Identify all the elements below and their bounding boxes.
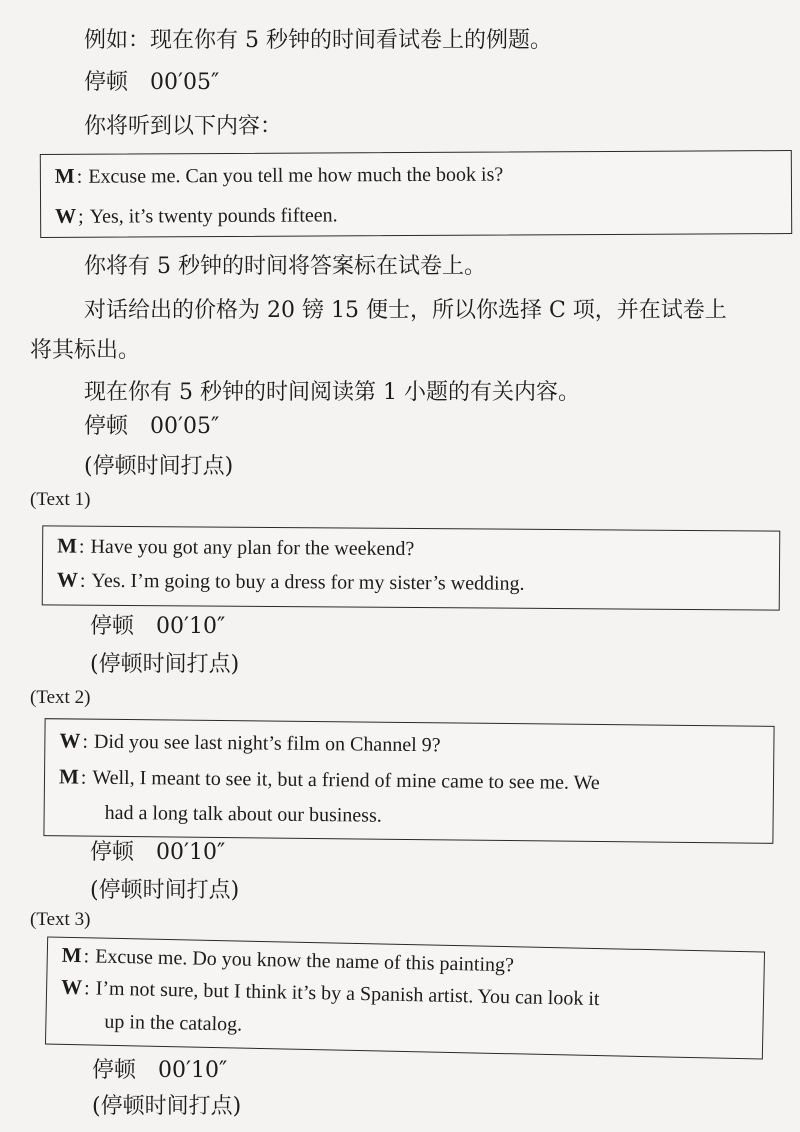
dialogue-box-text-1 <box>42 525 781 610</box>
text-label: (Text 2) <box>30 687 91 708</box>
dialogue-box-text-2 <box>43 718 774 844</box>
speaker: M <box>54 163 75 188</box>
speaker: M <box>61 942 82 968</box>
pause-time: 停顿 00′10″ <box>92 1058 228 1083</box>
speaker: M <box>57 533 78 558</box>
example-dialogue-box <box>40 150 792 238</box>
utterance: Excuse me. Can you tell me how much the book is? <box>88 163 504 188</box>
dialogue-box-text-3 <box>45 936 765 1059</box>
dot-time-note: (停顿时间打点) <box>84 454 234 479</box>
text-label: (Text 1) <box>30 489 91 510</box>
speaker: W <box>60 974 83 1000</box>
dialogue-line: M: Have you got any plan for the weekend? <box>57 533 415 561</box>
speaker: W <box>59 728 81 753</box>
speaker: W <box>56 567 78 592</box>
utterance: Excuse me. Do you know the name of this painting? <box>94 945 515 977</box>
dot-time-note: (停顿时间打点) <box>90 652 240 677</box>
will-hear-label: 你将听到以下内容： <box>84 114 283 139</box>
utterance: Yes. I’m going to buy a dress for my sister’s wedding. <box>91 569 525 595</box>
dot-time-note: (停顿时间打点) <box>90 878 240 903</box>
speaker: W <box>55 203 77 228</box>
dot-time-note: (停顿时间打点) <box>92 1094 242 1119</box>
utterance: I’m not sure, but I think it’s by a Spanish artist. You can look it <box>95 977 600 1011</box>
dialogue-line: M: Well, I meant to see it, but a friend of mine came to see me. We <box>58 764 600 794</box>
example-instruction: 例如：现在你有 5 秒钟的时间看试卷上的例题。 <box>84 28 552 53</box>
utterance: Well, I meant to see it, but a friend of mine came to see me. We <box>92 766 600 794</box>
utterance: Yes, it’s twenty pounds fifteen. <box>89 204 338 228</box>
mark-answer-instruction: 你将有 5 秒钟的时间将答案标在试卷上。 <box>84 254 486 279</box>
dialogue-line: W: Yes. I’m going to buy a dress for my sister’s wedding. <box>56 567 525 595</box>
dialogue-line: M: Excuse me. Can you tell me how much the book is? <box>54 163 504 188</box>
dialogue-line: W; Yes, it’s twenty pounds fifteen. <box>55 203 338 228</box>
utterance: Did you see last night’s film on Channel 9? <box>93 730 441 757</box>
pause-time: 停顿 00′10″ <box>90 840 226 865</box>
speaker: M <box>58 764 79 789</box>
read-q1-instruction: 现在你有 5 秒钟的时间阅读第 1 小题的有关内容。 <box>84 380 580 405</box>
price-explanation-cont: 将其标出。 <box>30 338 141 363</box>
dialogue-line: M: Excuse me. Do you know the name of this painting? <box>61 942 515 977</box>
pause-time: 停顿 00′10″ <box>90 614 226 639</box>
utterance: Have you got any plan for the weekend? <box>90 535 415 561</box>
utterance-continuation: up in the catalog. <box>104 1010 243 1036</box>
dialogue-line: W: I’m not sure, but I think it’s by a Spanish artist. You can look it <box>60 974 600 1011</box>
utterance-continuation: had a long talk about our business. <box>104 801 382 827</box>
dialogue-line: W: Did you see last night’s film on Channel 9? <box>59 728 441 757</box>
text-label: (Text 3) <box>30 909 91 930</box>
pause-time: 停顿 00′05″ <box>84 414 220 439</box>
pause-time: 停顿 00′05″ <box>84 70 220 95</box>
price-explanation: 对话给出的价格为 20 镑 15 便士，所以你选择 C 项，并在试卷上 <box>84 298 727 323</box>
